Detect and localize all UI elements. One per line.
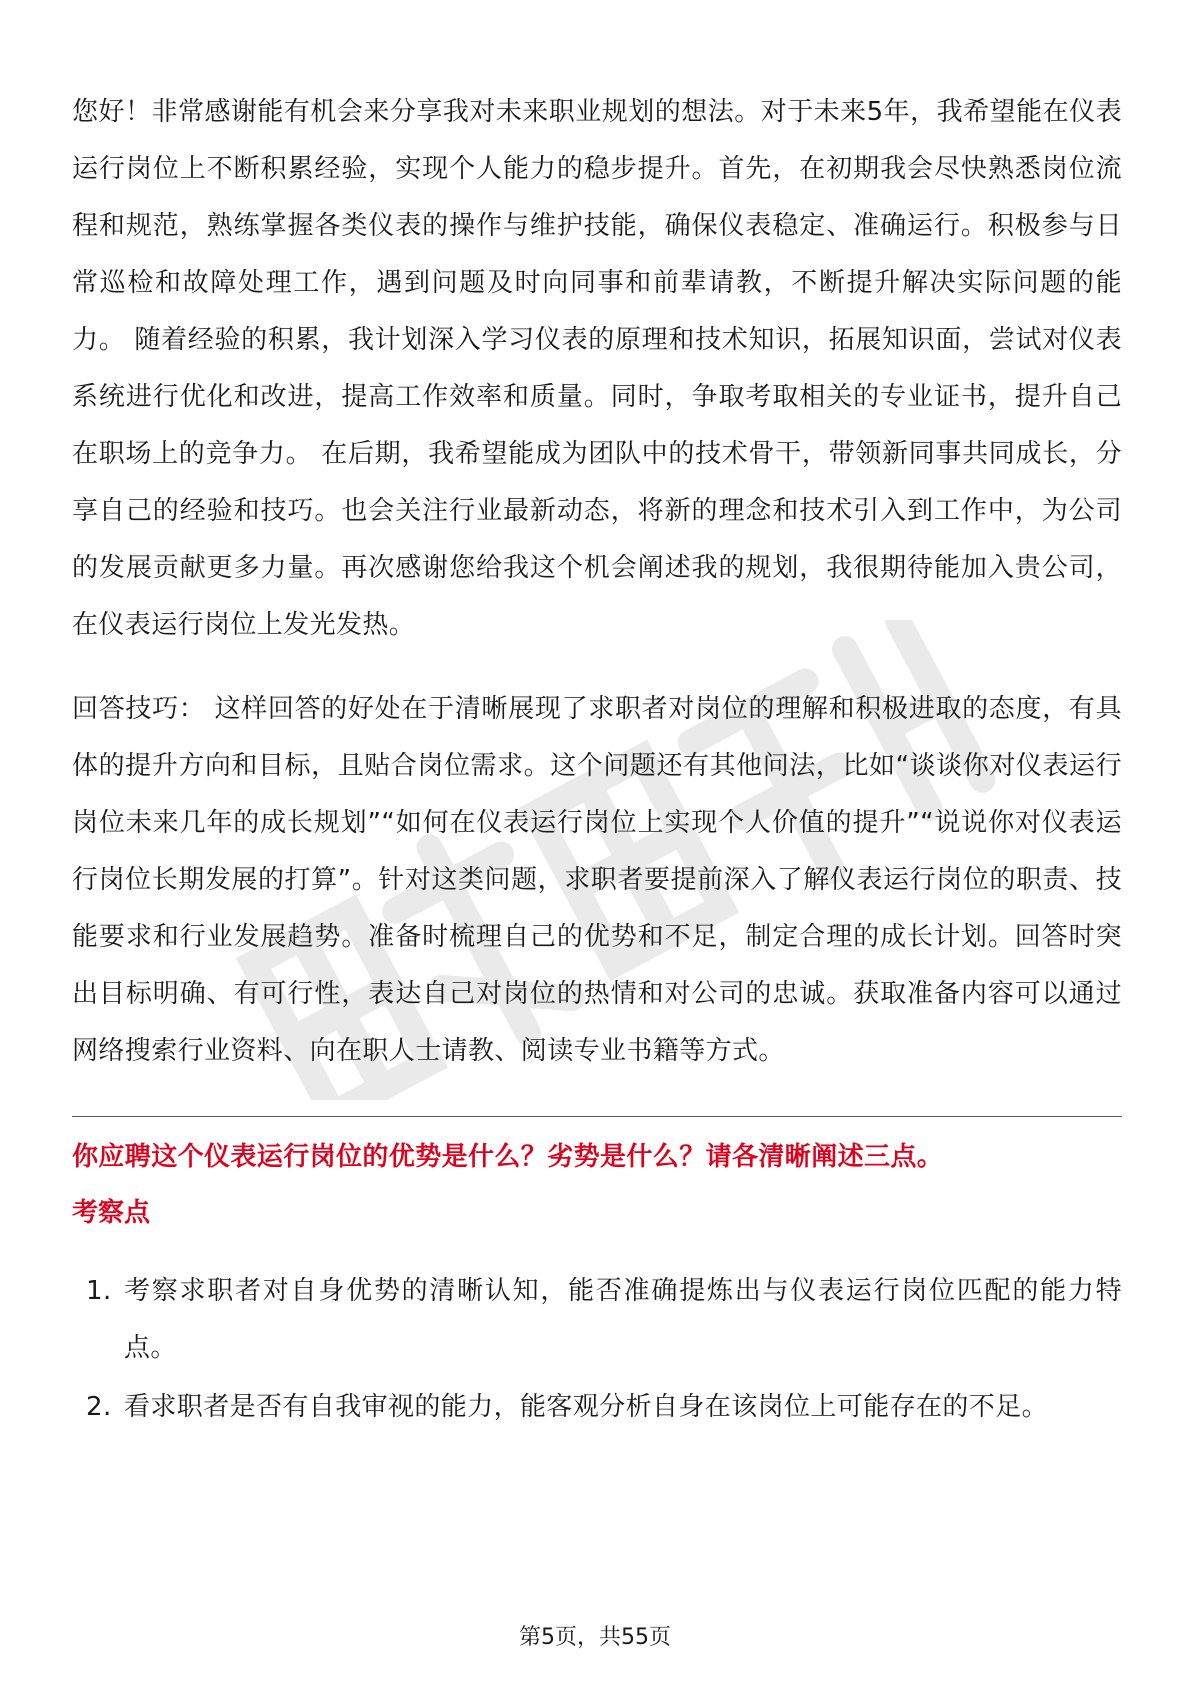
page-indicator: 第5页，共55页 — [519, 1625, 671, 1650]
page-content — [72, 84, 1122, 1436]
interview-question: 你应聘这个仪表运行岗位的优势是什么？劣势是什么？请各清晰阐述三点。 — [72, 1142, 944, 1172]
list-item-number: 1. — [86, 1276, 112, 1306]
list-item-number: 2. — [86, 1392, 112, 1422]
section-divider — [72, 1116, 1122, 1117]
assessment-points-heading: 考察点 — [72, 1198, 151, 1228]
list-item-text: 看求职者是否有自我审视的能力，能客观分析自身在该岗位上可能存在的不足。 — [124, 1392, 1049, 1422]
tips-paragraph: 回答技巧： 这样回答的好处在于清晰展现了求职者对岗位的理解和积极进取的态度，有具体的提升方向和目标，且贴合岗位需求。这个问题还有其他问法，比如“谈谈你对仪表运行岗位未来几年的成长规划”“如何在仪表运行岗位上实现个人价值的提升”“说说你对仪表运行岗位长期发展的打算”。针对这类问题，求职者要提前深入了解仪表运行岗位的职责、技能要求和行业发展趋势。准备时梳理自己的优势和不足，制定合理的成长计划。回答时突出目标明确、有可行性，表达自己对岗位的热情和对公司的忠诚。获取准备内容可以通过网络搜索行业资料、向在职人士请教、阅读专业书籍等方式。 — [72, 694, 1122, 1066]
answer-paragraph: 您好！非常感谢能有机会来分享我对未来职业规划的想法。对于未来5年，我希望能在仪表运行岗位上不断积累经验，实现个人能力的稳步提升。首先，在初期我会尽快熟悉岗位流程和规范，熟练掌握各类仪表的操作与维护技能，确保仪表稳定、准确运行。积极参与日常巡检和故障处理工作，遇到问题及时向同事和前辈请教，不断提升解决实际问题的能力。 随着经验的积累，我计划深入学习仪表的原理和技术知识，拓展知识面，尝试对仪表系统进行优化和改进，提高工作效率和质量。同时，争取考取相关的专业证书，提升自己在职场上的竞争力。 在后期，我希望能成为团队中的技术骨干，带领新同事共同成长，分享自己的经验和技巧。也会关注行业最新动态，将新的理念和技术引入到工作中，为公司的发展贡献更多力量。再次感谢您给我这个机会阐述我的规划，我很期待能加入贵公司，在仪表运行岗位上发光发热。 — [72, 97, 1122, 640]
list-item — [72, 1263, 1122, 1377]
assessment-points-list — [72, 1263, 1122, 1436]
list-item — [72, 1379, 1122, 1436]
list-item-text: 考察求职者对自身优势的清晰认知，能否准确提炼出与仪表运行岗位匹配的能力特点。 — [124, 1276, 1122, 1363]
